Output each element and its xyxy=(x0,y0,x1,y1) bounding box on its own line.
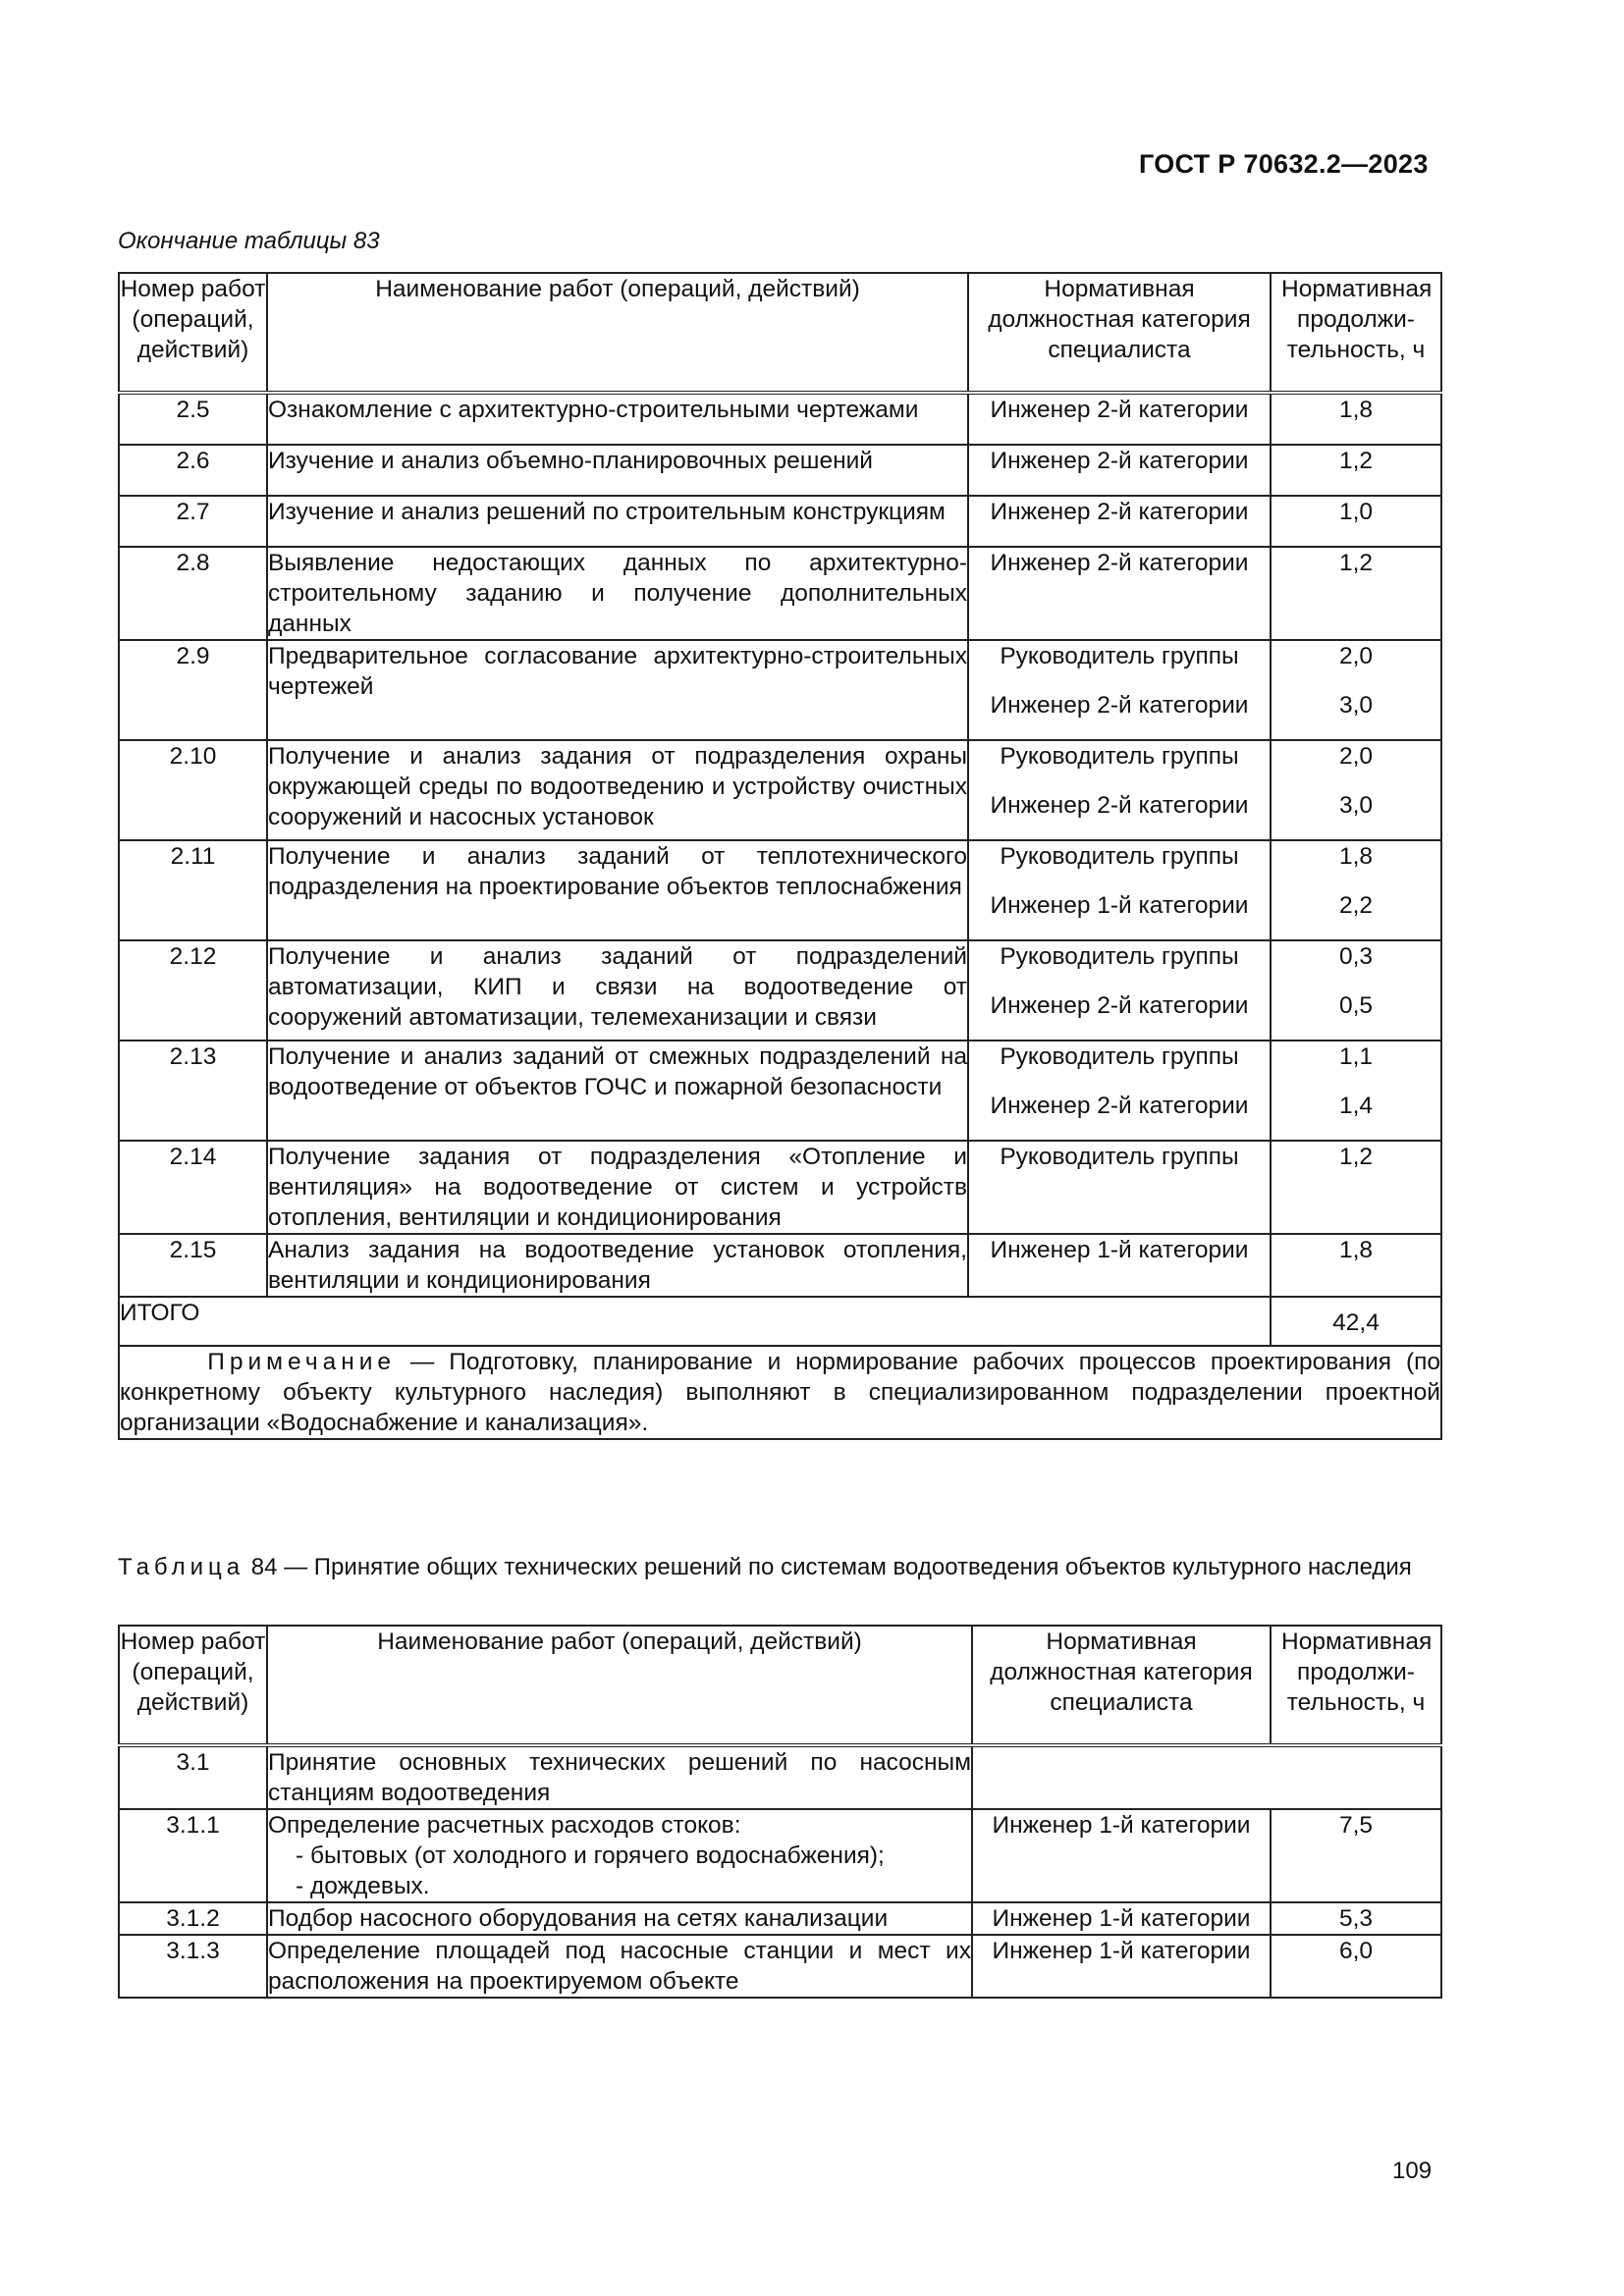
col-header-category: Нормативная должностная категория специалиста xyxy=(968,273,1271,393)
total-value: 42,4 xyxy=(1271,1297,1441,1346)
row-number: 3.1 xyxy=(119,1745,267,1809)
row-duration xyxy=(1271,1141,1441,1234)
row-category xyxy=(968,1041,1271,1141)
row-name: Получение задания от подразделения «Отопление и вентиляция» на водоотведение от систем и устройств отопления, вентиляции и кондиционирования xyxy=(267,1141,968,1234)
category-value: Инженер 1-й категории xyxy=(990,892,1249,919)
row-name: Выявление недостающих данных по архитектурно-строительному заданию и получение дополнительных данных xyxy=(267,547,968,640)
table-row xyxy=(119,940,1441,1041)
col-header-category: Нормативная должностная категория специалиста xyxy=(972,1626,1271,1745)
table-row xyxy=(119,1902,1441,1935)
duration-value: 3,0 xyxy=(1338,792,1374,819)
note-row xyxy=(119,1346,1441,1439)
category-value: Инженер 2-й категории xyxy=(990,792,1249,819)
row-name: Получение и анализ заданий от смежных подразделений на водоотведение от объектов ГОЧС и пожарной безопасности xyxy=(267,1041,968,1141)
row-name: Принятие основных технических решений по насосным станциям водоотведения xyxy=(267,1745,972,1809)
row-duration xyxy=(1271,740,1441,840)
col-header-name: Наименование работ (операций, действий) xyxy=(267,1626,972,1745)
table-row xyxy=(119,1234,1441,1297)
col-header-number: Номер работ (операций, действий) xyxy=(119,273,267,393)
row-name: Анализ задания на водоотведение установок отопления, вентиляции и кондиционирования xyxy=(267,1234,968,1297)
list-item: - дождевых. xyxy=(296,1873,430,1899)
row-name: Получение и анализ заданий от теплотехнического подразделения на проектирование объектов теплоснабжения xyxy=(267,840,968,940)
total-row xyxy=(119,1297,1441,1346)
row-category: Инженер 1-й категории xyxy=(972,1809,1271,1902)
row-duration xyxy=(1271,496,1441,547)
row-name: Изучение и анализ объемно-планировочных решений xyxy=(267,445,968,496)
row-number: 2.11 xyxy=(119,840,267,940)
row-number: 2.13 xyxy=(119,1041,267,1141)
table-84 xyxy=(118,1625,1442,1999)
duration-value: 1,4 xyxy=(1338,1093,1374,1119)
category-value: Инженер 2-й категории xyxy=(990,992,1249,1019)
document-code: ГОСТ Р 70632.2—2023 xyxy=(1139,149,1429,179)
row-category xyxy=(968,940,1271,1041)
table-84-caption xyxy=(118,1552,1440,1583)
table-row xyxy=(119,1935,1441,1998)
duration-value: 1,2 xyxy=(1338,550,1374,576)
col-header-name: Наименование работ (операций, действий) xyxy=(267,273,968,393)
category-value: Инженер 2-й категории xyxy=(990,397,1249,423)
row-duration xyxy=(1271,393,1441,445)
note-label: Примечание xyxy=(207,1349,397,1375)
row-number: 2.10 xyxy=(119,740,267,840)
row-number: 3.1.2 xyxy=(119,1902,267,1935)
row-duration: 5,3 xyxy=(1271,1902,1441,1935)
category-value: Инженер 2-й категории xyxy=(990,692,1249,719)
note-text xyxy=(119,1346,1441,1439)
category-value: Руководитель группы xyxy=(1000,1144,1239,1170)
row-category xyxy=(968,1234,1271,1297)
row-category xyxy=(968,445,1271,496)
row-category xyxy=(968,840,1271,940)
row-duration xyxy=(1271,840,1441,940)
table-header-row xyxy=(119,1626,1441,1745)
category-value: Инженер 2-й категории xyxy=(990,448,1249,474)
row-name: Предварительное согласование архитектурно-строительных чертежей xyxy=(267,640,968,740)
row-name: Определение площадей под насосные станции и мест их расположения на проектируемом объекте xyxy=(267,1935,972,1998)
row-number: 2.7 xyxy=(119,496,267,547)
row-name: Подбор насосного оборудования на сетях канализации xyxy=(267,1902,972,1935)
duration-value: 2,0 xyxy=(1338,743,1374,770)
category-value: Инженер 2-й категории xyxy=(990,499,1249,525)
row-category xyxy=(968,547,1271,640)
row-number: 3.1.1 xyxy=(119,1809,267,1902)
category-value: Инженер 2-й категории xyxy=(990,550,1249,576)
table-84-caption-text: 84 — Принятие общих технических решений по системам водоотведения объектов культурного наследия xyxy=(244,1554,1412,1580)
row-category xyxy=(968,740,1271,840)
col-header-duration: Нормативная продолжи-тельность, ч xyxy=(1271,273,1441,393)
table-83-caption: Окончание таблицы 83 xyxy=(118,228,380,254)
table-row xyxy=(119,445,1441,496)
row-duration: 7,5 xyxy=(1271,1809,1441,1902)
duration-value: 0,3 xyxy=(1338,943,1374,970)
row-name: Изучение и анализ решений по строительным конструкциям xyxy=(267,496,968,547)
row-category xyxy=(968,393,1271,445)
row-duration xyxy=(1271,547,1441,640)
table-83 xyxy=(118,272,1442,1440)
row-number: 2.9 xyxy=(119,640,267,740)
row-duration xyxy=(1271,940,1441,1041)
duration-value: 2,0 xyxy=(1338,643,1374,669)
table-84-caption-label: Таблица xyxy=(118,1554,245,1580)
col-header-duration: Нормативная продолжи-тельность, ч xyxy=(1271,1626,1441,1745)
row-number: 2.12 xyxy=(119,940,267,1041)
row-duration xyxy=(1271,1234,1441,1297)
total-label: ИТОГО xyxy=(119,1297,1271,1346)
row-name: Получение и анализ задания от подразделения охраны окружающей среды по водоотведению и устройству очистных сооружений и насосных установок xyxy=(267,740,968,840)
table-row xyxy=(119,1041,1441,1141)
row-category xyxy=(968,640,1271,740)
table-row xyxy=(119,840,1441,940)
table-header-row xyxy=(119,273,1441,393)
table-row xyxy=(119,393,1441,445)
page-number: 109 xyxy=(1392,2158,1433,2184)
category-value: Руководитель группы xyxy=(1000,943,1239,970)
category-value: Руководитель группы xyxy=(1000,1043,1239,1070)
row-number: 2.15 xyxy=(119,1234,267,1297)
list-item: - бытовых (от холодного и горячего водоснабжения); xyxy=(296,1842,885,1869)
note-body: — Подготовку, планирование и нормирование рабочих процессов проектирования (по конкретному объекту культурного наследия) выполняют в специализированном подразделении проектной организации «Водоснабжение и канализация». xyxy=(120,1349,1440,1436)
row-duration xyxy=(1271,1041,1441,1141)
category-value: Инженер 1-й категории xyxy=(990,1237,1249,1263)
duration-value: 1,2 xyxy=(1338,448,1374,474)
category-value: Руководитель группы xyxy=(1000,843,1239,870)
table-row xyxy=(119,640,1441,740)
row-duration: 6,0 xyxy=(1271,1935,1441,1998)
row-category xyxy=(968,496,1271,547)
table-row xyxy=(119,496,1441,547)
duration-value: 1,1 xyxy=(1338,1043,1374,1070)
category-value: Инженер 2-й категории xyxy=(990,1093,1249,1119)
duration-value: 1,8 xyxy=(1338,1237,1374,1263)
duration-value: 2,2 xyxy=(1338,892,1374,919)
col-header-number: Номер работ (операций, действий) xyxy=(119,1626,267,1745)
row-name: Ознакомление с архитектурно-строительными чертежами xyxy=(267,393,968,445)
table-row xyxy=(119,740,1441,840)
row-number: 2.14 xyxy=(119,1141,267,1234)
row-name: Получение и анализ заданий от подразделений автоматизации, КИП и связи на водоотведение от сооружений автоматизации, телемеханизации и связи xyxy=(267,940,968,1041)
category-value: Руководитель группы xyxy=(1000,643,1239,669)
row-category: Инженер 1-й категории xyxy=(972,1902,1271,1935)
row-empty-cell xyxy=(972,1745,1441,1809)
duration-value: 1,0 xyxy=(1338,499,1374,525)
duration-value: 1,8 xyxy=(1338,843,1374,870)
row-category xyxy=(968,1141,1271,1234)
category-value: Руководитель группы xyxy=(1000,743,1239,770)
duration-value: 3,0 xyxy=(1338,692,1374,719)
duration-value: 1,8 xyxy=(1338,397,1374,423)
table-row xyxy=(119,547,1441,640)
row-number: 2.6 xyxy=(119,445,267,496)
row-name-text: Определение расчетных расходов стоков: xyxy=(268,1812,741,1839)
row-number: 3.1.3 xyxy=(119,1935,267,1998)
row-name xyxy=(267,1809,972,1902)
table-row xyxy=(119,1809,1441,1902)
duration-value: 0,5 xyxy=(1338,992,1374,1019)
row-number: 2.8 xyxy=(119,547,267,640)
row-number: 2.5 xyxy=(119,393,267,445)
row-duration xyxy=(1271,640,1441,740)
row-duration xyxy=(1271,445,1441,496)
table-row xyxy=(119,1745,1441,1809)
duration-value: 1,2 xyxy=(1338,1144,1374,1170)
row-category: Инженер 1-й категории xyxy=(972,1935,1271,1998)
table-row xyxy=(119,1141,1441,1234)
